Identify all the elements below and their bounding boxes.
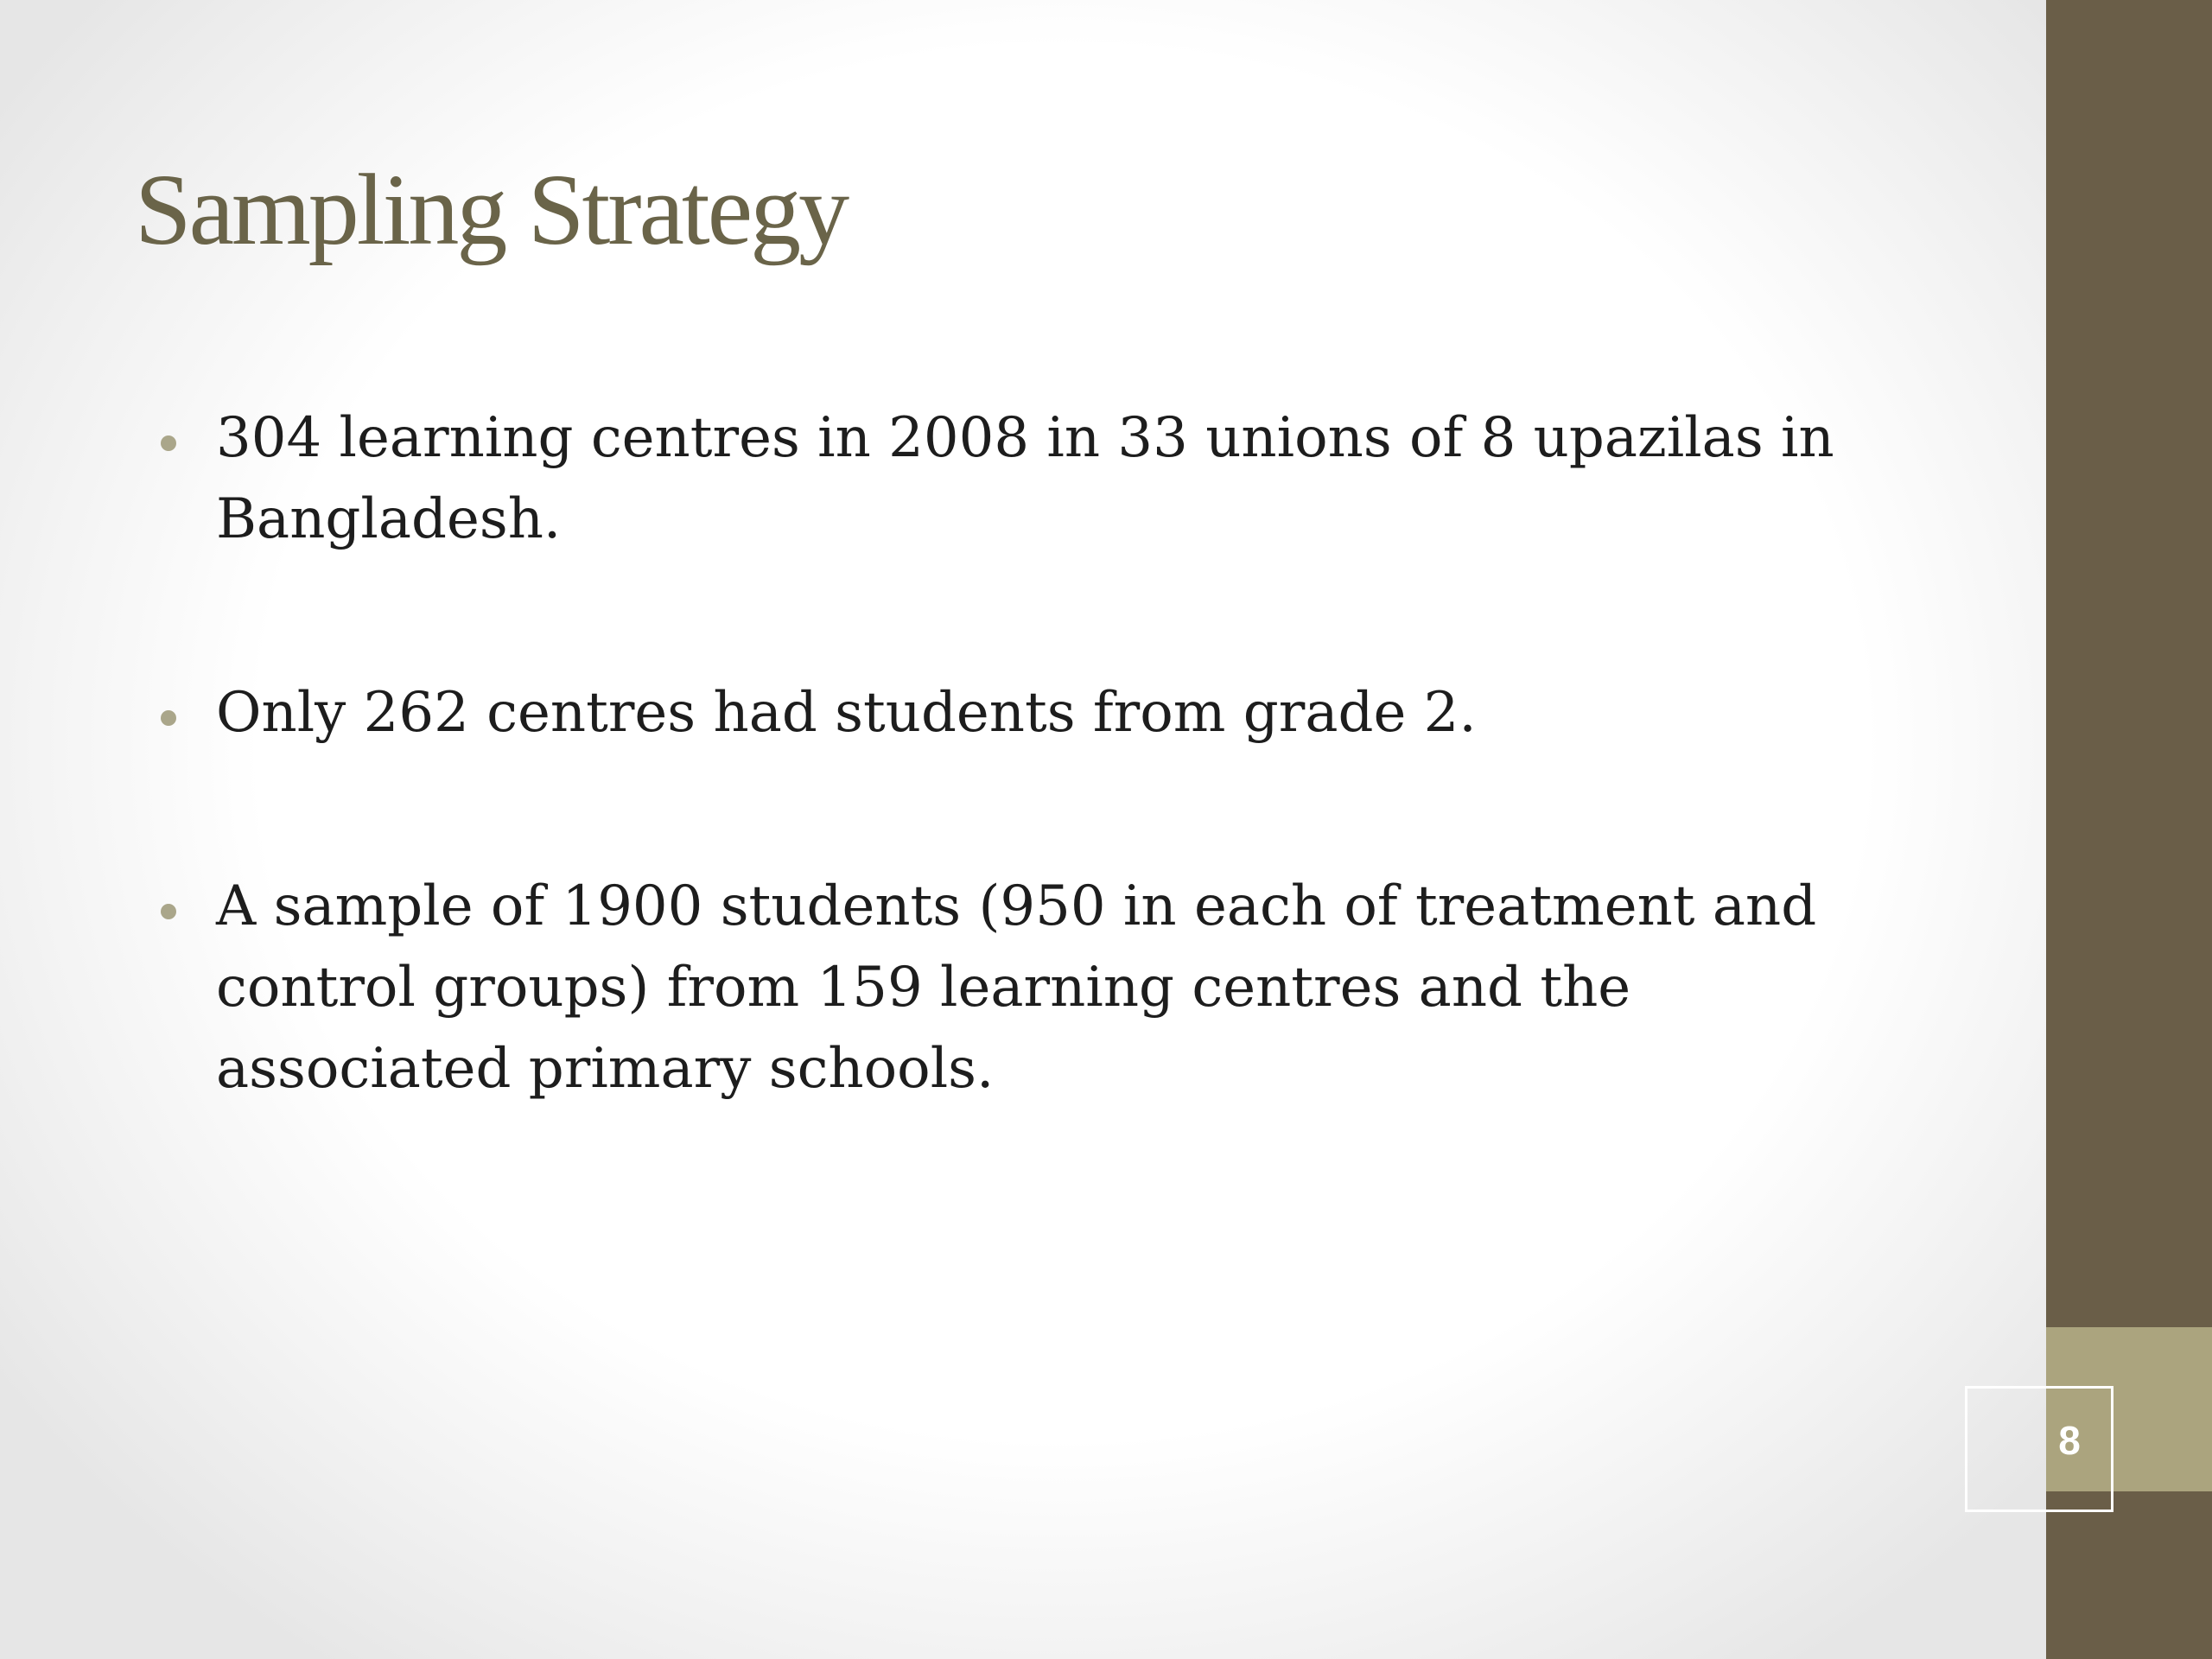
bullet-text: A sample of 1900 students (950 in each of treatment and control groups) from 159 learning centres and the associated primary schools. (216, 874, 1817, 1101)
bullet-text: Only 262 centres had students from grade 2. (216, 681, 1477, 745)
bullet-item (156, 866, 1918, 1109)
slide-title: Sampling Strategy (135, 153, 848, 266)
bullet-dot-icon (161, 435, 176, 451)
bullet-text: 304 learning centres in 2008 in 33 unions of 8 upazilas in Bangladesh. (216, 406, 1834, 551)
bullet-dot-icon (161, 904, 176, 919)
bullet-list (156, 397, 1918, 1109)
bullet-dot-icon (161, 710, 176, 726)
bullet-item (156, 397, 1918, 560)
bullet-item (156, 672, 1918, 753)
slide-number-box (1965, 1386, 2113, 1512)
slide-number: 8 (2058, 1418, 2081, 1463)
